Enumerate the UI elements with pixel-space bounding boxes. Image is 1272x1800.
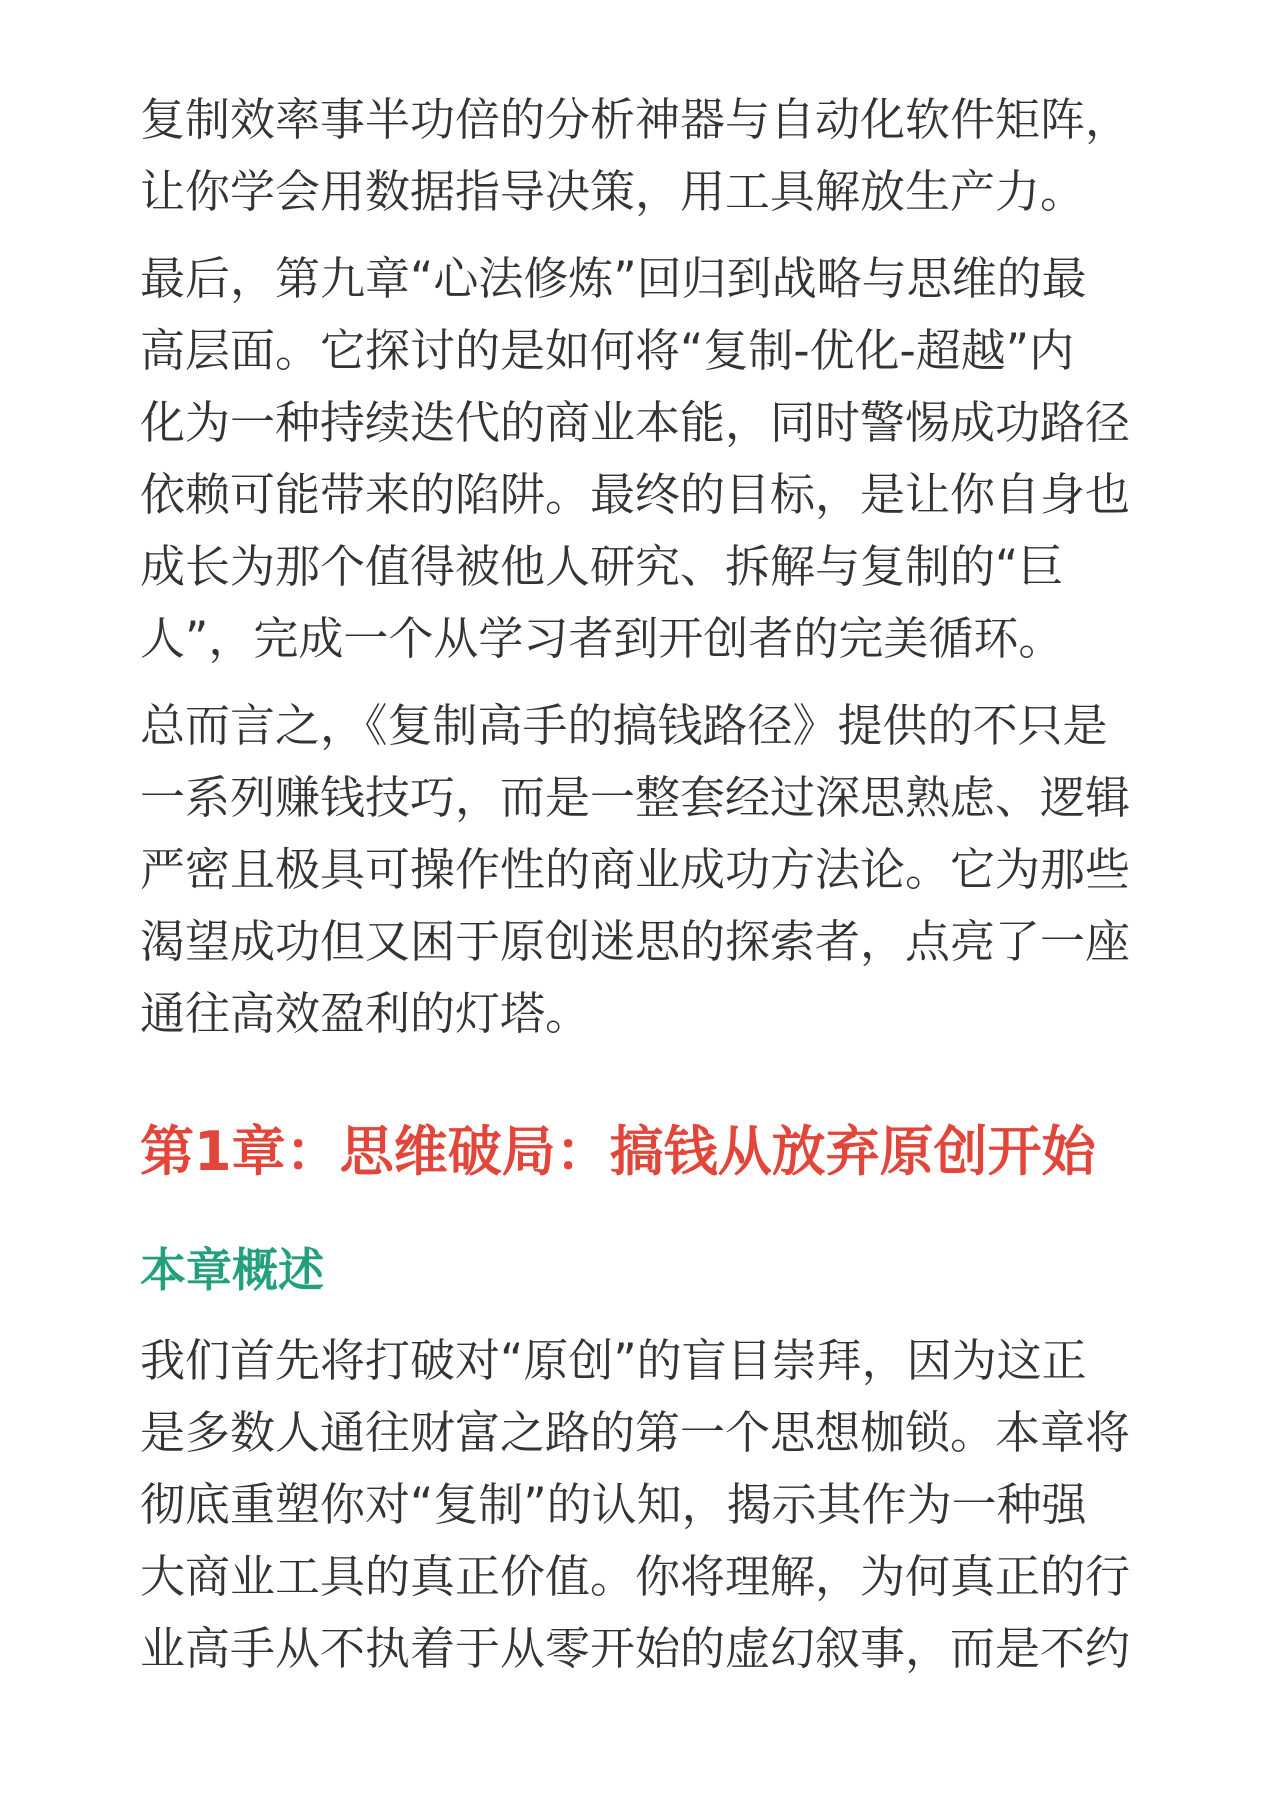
text-line: 一系列赚钱技巧，而是一整套经过深思熟虑、逻辑 [140,771,1131,824]
body-paragraph [140,84,1180,228]
text-line: 高层面。它探讨的是如何将“复制-优化-超越”内 [140,324,1075,377]
text-line: 彻底重塑你对“复制”的认知，揭示其作为一种强 [140,1478,1087,1531]
text-line: 渴望成功但又困于原创迷思的探索者，点亮了一座 [140,915,1131,968]
document-content [140,84,1180,1685]
text-line: 人”，完成一个从学习者到开创者的完美循环。 [140,612,1064,665]
text-line: 通往高效盈利的灯塔。 [140,987,591,1040]
text-line: 化为一种持续迭代的商业本能，同时警惕成功路径 [140,396,1131,449]
text-line: 是多数人通往财富之路的第一个思想枷锁。本章将 [140,1406,1131,1459]
chapter-heading: 第1章：思维破局：搞钱从放弃原创开始 [140,1120,1096,1183]
text-line: 依赖可能带来的陷阱。最终的目标，是让你自身也 [140,468,1131,521]
text-line: 最后，第九章“心法修炼”回归到战略与思维的最 [140,252,1087,305]
text-line: 成长为那个值得被他人研究、拆解与复制的“巨 [140,540,1064,593]
text-line: 复制效率事半功倍的分析神器与自动化软件矩阵， [140,93,1131,146]
text-line: 我们首先将打破对“原创”的盲目崇拜，因为这正 [140,1334,1087,1387]
body-paragraph [140,1325,1180,1685]
body-paragraph [140,690,1180,1050]
text-line: 大商业工具的真正价值。你将理解，为何真正的行 [140,1550,1131,1603]
section-heading: 本章概述 [140,1243,324,1297]
text-line: 总而言之，《复制高手的搞钱路径》提供的不只是 [140,699,1108,752]
text-line: 业高手从不执着于从零开始的虚幻叙事，而是不约 [140,1622,1131,1675]
text-line: 让你学会用数据指导决策，用工具解放生产力。 [140,165,1086,218]
text-line: 严密且极具可操作性的商业成功方法论。它为那些 [140,843,1131,896]
body-paragraph [140,243,1180,675]
